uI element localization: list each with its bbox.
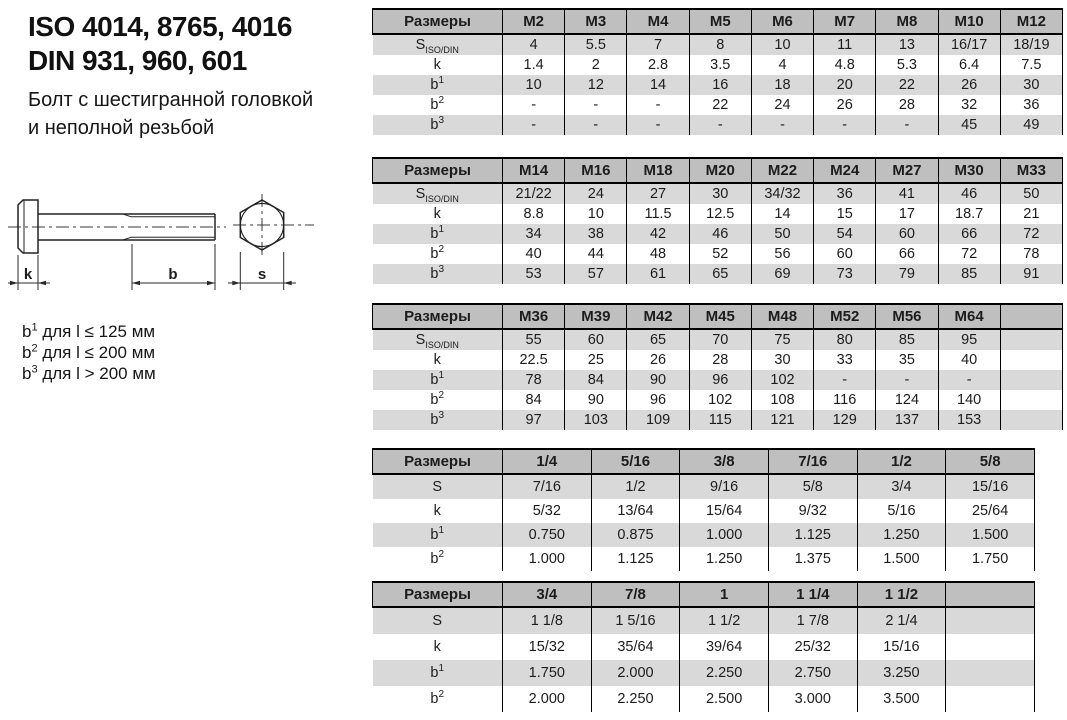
table-row [373, 523, 1035, 547]
data-cell: 116 [814, 390, 876, 410]
data-cell: - [565, 115, 627, 135]
data-cell: 13/64 [591, 499, 680, 523]
data-cell: 3.5 [689, 55, 751, 75]
data-cell: 1.000 [680, 523, 769, 547]
size-column-header: M30 [938, 158, 1000, 183]
table-row [373, 329, 1063, 350]
data-cell: 0.875 [591, 523, 680, 547]
size-column-header: 7/8 [591, 582, 680, 607]
data-cell: 25/32 [768, 634, 857, 660]
row-label: S [373, 474, 503, 499]
size-column-header: 1 1/2 [857, 582, 946, 607]
data-cell: 95 [938, 329, 1000, 350]
data-cell: 72 [1000, 224, 1062, 244]
data-cell: 1.125 [768, 523, 857, 547]
data-cell: 85 [938, 264, 1000, 284]
data-cell: 22.5 [503, 350, 565, 370]
data-cell: 4.8 [814, 55, 876, 75]
data-cell: 34/32 [751, 183, 813, 204]
data-cell: 85 [876, 329, 938, 350]
size-column-header: M56 [876, 304, 938, 329]
data-cell: 124 [876, 390, 938, 410]
row-label: k [373, 55, 503, 75]
row-label: $b^1$ [373, 660, 503, 686]
data-cell: 140 [938, 390, 1000, 410]
data-cell: 5.5 [565, 34, 627, 55]
data-cell: - [503, 115, 565, 135]
data-cell: 46 [689, 224, 751, 244]
data-cell: 35 [876, 350, 938, 370]
data-cell: 1.000 [503, 547, 592, 571]
data-cell: 1.125 [591, 547, 680, 571]
size-column-header: M18 [627, 158, 689, 183]
data-cell: - [876, 115, 938, 135]
data-cell: 35/64 [591, 634, 680, 660]
data-cell: 26 [938, 75, 1000, 95]
size-column-header: M2 [503, 9, 565, 34]
data-cell: - [814, 115, 876, 135]
data-cell: 109 [627, 410, 689, 430]
data-cell: 48 [627, 244, 689, 264]
table-row [373, 224, 1063, 244]
data-cell [1000, 410, 1062, 430]
bolt-drawing-svg [6, 192, 318, 304]
size-column-header: M20 [689, 158, 751, 183]
data-cell: 55 [503, 329, 565, 350]
size-column-header [1000, 304, 1062, 329]
row-label: $b^2$ [373, 547, 503, 571]
data-cell: 16 [689, 75, 751, 95]
data-cell [946, 607, 1035, 634]
row-label: $b^1$ [373, 75, 503, 95]
data-cell: 15/32 [503, 634, 592, 660]
data-cell: 73 [814, 264, 876, 284]
data-cell: 49 [1000, 115, 1062, 135]
data-cell: 96 [689, 370, 751, 390]
data-cell: 38 [565, 224, 627, 244]
row-label: $b^1$ [373, 523, 503, 547]
data-cell: 60 [565, 329, 627, 350]
data-cell: 11 [814, 34, 876, 55]
data-cell: 18/19 [1000, 34, 1062, 55]
size-column-header: 1/4 [503, 449, 592, 474]
data-cell: 2 1/4 [857, 607, 946, 634]
table-row [373, 370, 1063, 390]
data-cell: 15/16 [946, 474, 1035, 499]
data-cell: 14 [627, 75, 689, 95]
data-cell: 90 [565, 390, 627, 410]
data-cell: 69 [751, 264, 813, 284]
data-cell: - [938, 370, 1000, 390]
row-label: $b^1$ [373, 370, 503, 390]
data-cell: 1 1/2 [680, 607, 769, 634]
data-cell: 61 [627, 264, 689, 284]
data-cell: 57 [565, 264, 627, 284]
data-cell: 24 [751, 95, 813, 115]
data-cell: 26 [814, 95, 876, 115]
title-iso-line: ISO 4014, 8765, 4016 [28, 11, 292, 42]
data-cell: 129 [814, 410, 876, 430]
size-column-header: 1 1/4 [768, 582, 857, 607]
data-cell: 46 [938, 183, 1000, 204]
data-cell: 60 [876, 224, 938, 244]
data-cell: 34 [503, 224, 565, 244]
data-cell: 5/16 [857, 499, 946, 523]
data-cell: 16/17 [938, 34, 1000, 55]
table-header-row [373, 304, 1063, 329]
metric-table-m2-m12 [372, 8, 1063, 135]
data-cell: 7/16 [503, 474, 592, 499]
table-row [373, 607, 1035, 634]
table-row [373, 55, 1063, 75]
data-cell: 4 [503, 34, 565, 55]
data-cell: 3.250 [857, 660, 946, 686]
data-cell: 10 [751, 34, 813, 55]
data-cell: 96 [627, 390, 689, 410]
data-cell: 8 [689, 34, 751, 55]
data-cell: 1.500 [857, 547, 946, 571]
row-label: k [373, 634, 503, 660]
data-cell: 36 [1000, 95, 1062, 115]
data-cell: 32 [938, 95, 1000, 115]
size-column-header: M5 [689, 9, 751, 34]
size-column-header: M39 [565, 304, 627, 329]
data-cell: 7.5 [1000, 55, 1062, 75]
data-cell: 97 [503, 410, 565, 430]
size-column-header: M7 [814, 9, 876, 34]
data-cell: 50 [751, 224, 813, 244]
data-cell: 28 [876, 95, 938, 115]
data-cell: - [689, 115, 751, 135]
data-cell: 42 [627, 224, 689, 244]
table-row [373, 264, 1063, 284]
sizes-corner-header: Размеры [373, 9, 503, 34]
data-cell: 79 [876, 264, 938, 284]
data-cell: 33 [814, 350, 876, 370]
table-row [373, 350, 1063, 370]
data-cell: 28 [689, 350, 751, 370]
size-column-header: M4 [627, 9, 689, 34]
table-row [373, 75, 1063, 95]
data-cell [1000, 350, 1062, 370]
data-cell: 102 [751, 370, 813, 390]
data-cell: 40 [503, 244, 565, 264]
data-cell: 1 7/8 [768, 607, 857, 634]
data-cell: 15/64 [680, 499, 769, 523]
size-column-header: 5/16 [591, 449, 680, 474]
data-cell: 1.375 [768, 547, 857, 571]
data-cell: 2.000 [591, 660, 680, 686]
subtitle-line-1: Болт с шестигранной головкой [28, 89, 314, 111]
data-cell: 70 [689, 329, 751, 350]
data-cell: 11.5 [627, 204, 689, 224]
data-cell: 40 [938, 350, 1000, 370]
data-cell: 4 [751, 55, 813, 75]
data-cell: 30 [1000, 75, 1062, 95]
data-cell: 1.500 [946, 523, 1035, 547]
row-label: $b^2$ [373, 686, 503, 712]
table-row [373, 547, 1035, 571]
size-column-header: M45 [689, 304, 751, 329]
data-cell: 66 [876, 244, 938, 264]
data-cell: 18 [751, 75, 813, 95]
data-cell: 103 [565, 410, 627, 430]
data-cell [946, 634, 1035, 660]
data-cell: 26 [627, 350, 689, 370]
data-cell: 91 [1000, 264, 1062, 284]
data-cell: 56 [751, 244, 813, 264]
title-din-line: DIN 931, 960, 601 [28, 45, 247, 76]
data-cell: 75 [751, 329, 813, 350]
data-cell: - [503, 95, 565, 115]
data-cell: - [565, 95, 627, 115]
table-row [373, 474, 1035, 499]
sizes-corner-header: Размеры [373, 582, 503, 607]
data-cell: 1/2 [591, 474, 680, 499]
data-cell: 25 [565, 350, 627, 370]
imperial-table-threequarters-to-oneandhalf [372, 581, 1035, 712]
data-cell: 66 [938, 224, 1000, 244]
data-cell: 1.4 [503, 55, 565, 75]
table-row [373, 115, 1063, 135]
row-label: $S_{ISO/DIN}$ [373, 329, 503, 350]
data-cell: 18.7 [938, 204, 1000, 224]
data-cell [1000, 370, 1062, 390]
data-cell: 30 [751, 350, 813, 370]
data-cell: 0.750 [503, 523, 592, 547]
table-row [373, 95, 1063, 115]
table-header-row [373, 9, 1063, 34]
data-cell: 9/32 [768, 499, 857, 523]
size-column-header: 3/8 [680, 449, 769, 474]
data-cell: 12 [565, 75, 627, 95]
table-header-row [373, 158, 1063, 183]
data-cell: 36 [814, 183, 876, 204]
data-cell: 14 [751, 204, 813, 224]
size-column-header: M33 [1000, 158, 1062, 183]
size-column-header: M48 [751, 304, 813, 329]
row-label: k [373, 350, 503, 370]
data-cell: 1.750 [946, 547, 1035, 571]
data-cell: 60 [814, 244, 876, 264]
data-cell: 1 5/16 [591, 607, 680, 634]
data-cell: - [876, 370, 938, 390]
data-cell: 1 1/8 [503, 607, 592, 634]
size-column-header: M8 [876, 9, 938, 34]
imperial-table-quarter-to-fiveeighths [372, 448, 1035, 571]
data-cell: 15/16 [857, 634, 946, 660]
data-cell: 10 [565, 204, 627, 224]
data-cell: 84 [565, 370, 627, 390]
data-cell: 80 [814, 329, 876, 350]
data-cell: - [627, 115, 689, 135]
page-subtitle [28, 86, 313, 142]
row-label: $b^2$ [373, 244, 503, 264]
row-label: $S_{ISO/DIN}$ [373, 183, 503, 204]
size-column-header: 5/8 [946, 449, 1035, 474]
data-cell: 12.5 [689, 204, 751, 224]
table-row [373, 499, 1035, 523]
data-cell: 17 [876, 204, 938, 224]
size-column-header: M10 [938, 9, 1000, 34]
table-row [373, 34, 1063, 55]
size-column-header: 7/16 [768, 449, 857, 474]
data-cell: 39/64 [680, 634, 769, 660]
row-label: S [373, 607, 503, 634]
data-cell: 65 [627, 329, 689, 350]
table-row [373, 390, 1063, 410]
data-cell [1000, 390, 1062, 410]
sizes-corner-header: Размеры [373, 449, 503, 474]
size-column-header: M36 [503, 304, 565, 329]
data-cell: 22 [689, 95, 751, 115]
data-cell: 15 [814, 204, 876, 224]
data-cell: 53 [503, 264, 565, 284]
data-cell: 6.4 [938, 55, 1000, 75]
data-cell [946, 686, 1035, 712]
data-cell: 2.750 [768, 660, 857, 686]
data-cell: 10 [503, 75, 565, 95]
data-cell: 5.3 [876, 55, 938, 75]
row-label: $b^3$ [373, 410, 503, 430]
data-cell: 102 [689, 390, 751, 410]
size-column-header: 3/4 [503, 582, 592, 607]
data-cell [946, 660, 1035, 686]
data-cell: 7 [627, 34, 689, 55]
dim-label-b: b [168, 266, 178, 283]
size-column-header: M14 [503, 158, 565, 183]
row-label: k [373, 499, 503, 523]
data-cell: 3.000 [768, 686, 857, 712]
row-label: $S_{ISO/DIN}$ [373, 34, 503, 55]
data-cell: 2 [565, 55, 627, 75]
data-cell: 153 [938, 410, 1000, 430]
size-column-header: M22 [751, 158, 813, 183]
data-cell: 90 [627, 370, 689, 390]
data-cell: 65 [689, 264, 751, 284]
data-cell: 115 [689, 410, 751, 430]
data-cell: 45 [938, 115, 1000, 135]
data-cell: 9/16 [680, 474, 769, 499]
data-cell: - [814, 370, 876, 390]
data-cell: 2.250 [680, 660, 769, 686]
data-cell: - [751, 115, 813, 135]
size-column-header: 1/2 [857, 449, 946, 474]
table-row [373, 634, 1035, 660]
data-cell: 84 [503, 390, 565, 410]
data-cell: 21/22 [503, 183, 565, 204]
sizes-corner-header: Размеры [373, 158, 503, 183]
table-header-row [373, 582, 1035, 607]
data-cell: 5/32 [503, 499, 592, 523]
note-b2: $b^2$ для l ≤ 200 мм [22, 342, 156, 362]
size-column-header: M3 [565, 9, 627, 34]
data-cell: 30 [689, 183, 751, 204]
data-cell: 2.8 [627, 55, 689, 75]
data-cell: 78 [503, 370, 565, 390]
data-cell: 78 [1000, 244, 1062, 264]
data-cell: 8.8 [503, 204, 565, 224]
data-cell [1000, 329, 1062, 350]
size-column-header: M42 [627, 304, 689, 329]
sizes-corner-header: Размеры [373, 304, 503, 329]
size-column-header: M16 [565, 158, 627, 183]
data-cell: 1.250 [680, 547, 769, 571]
row-label: $b^2$ [373, 95, 503, 115]
size-column-header: M6 [751, 9, 813, 34]
data-cell: 41 [876, 183, 938, 204]
data-cell: 1.750 [503, 660, 592, 686]
row-label: $b^2$ [373, 390, 503, 410]
table-row [373, 660, 1035, 686]
size-column-header: M52 [814, 304, 876, 329]
size-column-header: M24 [814, 158, 876, 183]
data-cell: 25/64 [946, 499, 1035, 523]
table-row [373, 204, 1063, 224]
data-cell: 2.500 [680, 686, 769, 712]
thread-length-notes [22, 321, 156, 384]
subtitle-line-2: и неполной резьбой [28, 117, 215, 139]
table-row [373, 244, 1063, 264]
data-cell: 13 [876, 34, 938, 55]
data-cell: 54 [814, 224, 876, 244]
size-column-header [946, 582, 1035, 607]
bolt-technical-drawing [6, 192, 318, 309]
data-cell: 2.250 [591, 686, 680, 712]
table-row [373, 183, 1063, 204]
data-cell: 3/4 [857, 474, 946, 499]
data-cell: 52 [689, 244, 751, 264]
table-header-row [373, 449, 1035, 474]
metric-table-m36-m64 [372, 303, 1063, 430]
data-cell: 137 [876, 410, 938, 430]
row-label: $b^3$ [373, 264, 503, 284]
data-cell: 2.000 [503, 686, 592, 712]
table-row [373, 686, 1035, 712]
data-cell: 121 [751, 410, 813, 430]
data-cell: 44 [565, 244, 627, 264]
row-label: $b^1$ [373, 224, 503, 244]
data-cell: 27 [627, 183, 689, 204]
data-cell: 50 [1000, 183, 1062, 204]
dim-label-s: s [257, 266, 267, 283]
metric-table-m14-m33 [372, 157, 1063, 284]
data-cell: - [627, 95, 689, 115]
size-column-header: M64 [938, 304, 1000, 329]
row-label: k [373, 204, 503, 224]
table-row [373, 410, 1063, 430]
data-cell: 22 [876, 75, 938, 95]
note-b1: $b^1$ для l ≤ 125 мм [22, 321, 156, 341]
note-b3: $b^3$ для l > 200 мм [22, 363, 156, 383]
size-column-header: M12 [1000, 9, 1062, 34]
data-cell: 5/8 [768, 474, 857, 499]
data-cell: 21 [1000, 204, 1062, 224]
dim-label-k: k [23, 266, 33, 283]
size-column-header: 1 [680, 582, 769, 607]
row-label: $b^3$ [373, 115, 503, 135]
data-cell: 3.500 [857, 686, 946, 712]
page-title [28, 10, 292, 78]
data-cell: 1.250 [857, 523, 946, 547]
data-cell: 72 [938, 244, 1000, 264]
data-cell: 20 [814, 75, 876, 95]
dimension-lines [8, 244, 296, 290]
size-column-header: M27 [876, 158, 938, 183]
data-cell: 108 [751, 390, 813, 410]
data-cell: 24 [565, 183, 627, 204]
